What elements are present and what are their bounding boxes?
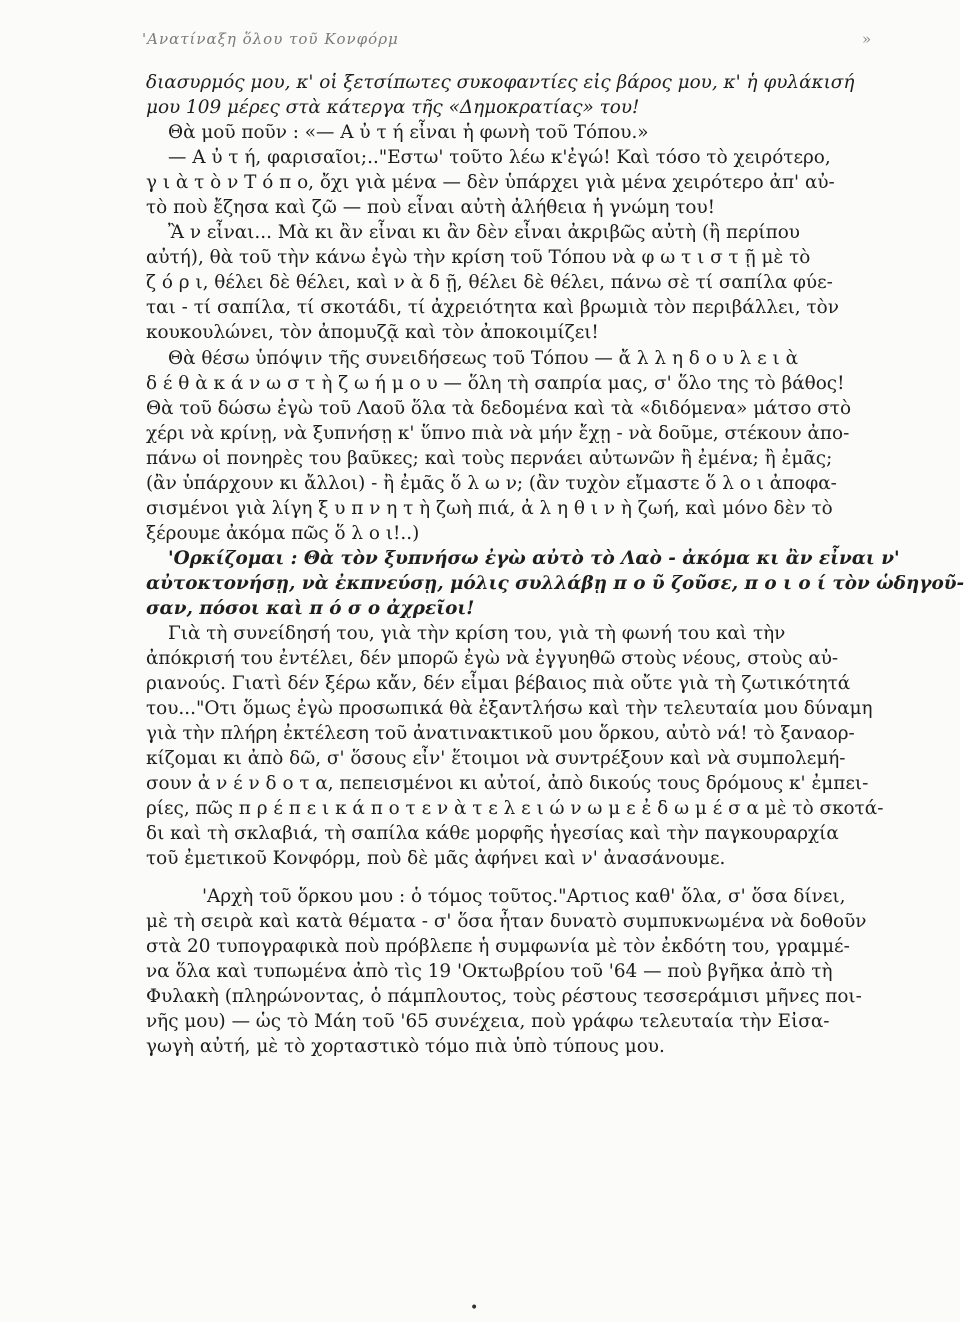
text-line: (ἂν ὑπάρχουν κι ἄλλοι) - ἢ ἐμᾶς ὅ λ ω ν; (ἂν τυχὸν εἴμαστε ὅ λ ο ι ἀποφα- <box>146 472 837 494</box>
text-line: σισμένοι γιὰ λίγη ξ υ π ν η τ ὴ ζωὴ πιά, ἀ λ η θ ι ν ὴ ζωή, καὶ μόνο δὲν τὸ <box>146 497 833 519</box>
text-line: στὰ 20 τυπογραφικὰ ποὺ πρόβλεπε ἡ συμφωνία μὲ τὸν ἐκδότη του, γραμμέ- <box>146 935 850 957</box>
text-line: — Α ὐ τ ή, φαρισαῖοι;.."Εστω' τοῦτο λέω κ'ἐγώ! Καὶ τόσο τὸ χειρότερο, <box>168 147 831 169</box>
text-line: μου 109 μέρες στὰ κάτεργα τῆς «Δημοκρατίας» του! <box>146 97 640 119</box>
text-line: 'Ορκίζομαι : Θὰ τὸν ξυπνήσω ἐγὼ αὐτὸ τὸ Λαὸ - ἀκόμα κι ἂν εἶναι ν' <box>168 547 900 569</box>
text-line: αὐτοκτονήσῃ, νὰ ἐκπνεύσῃ, μόλις συλλάβῃ π ο ῦ ζοῦσε, π ο ι ο ί τὸν ὡδηγοῦ- <box>146 572 964 594</box>
text-line: κίζομαι κι ἀπὸ δῶ, σ' ὅσους εἶν' ἕτοιμοι νὰ συντρέξουν καὶ νὰ συμπολεμή- <box>146 748 846 770</box>
text-line: δι καὶ τὴ σκλαβιά, τὴ σαπίλα κάθε μορφῆς ἡγεσίας καὶ τὴν παγκουραρχία <box>146 823 839 845</box>
page-dot: • <box>470 1300 479 1316</box>
text-line: Θὰ μοῦ ποῦν : «— Α ὐ τ ή εἶναι ἡ φωνὴ τοῦ Τόπου.» <box>168 122 649 144</box>
text-line: ριανούς. Γιατὶ δέν ξέρω κἄν, δέν εἶμαι βέβαιος πιὰ οὔτε γιὰ τὴ ζωτικότητά <box>146 673 851 695</box>
text-line: ρίες, πῶς π ρ έ π ε ι κ ά π ο τ ε ν ὰ τ ε λ ε ι ώ ν ω μ ε ἐ δ ω μ έ σ α μὲ τὸ σκοτά- <box>146 798 884 820</box>
running-head: 'Ανατίναξη ὅλου τοῦ Κονφόρμ <box>142 30 399 48</box>
text-line: πάνω οἱ πονηρὲς του βαῦκες; καὶ τοὺς περνάει αὐτωνῶν ἢ ἐμένα; ἢ ἐμᾶς; <box>146 447 833 469</box>
text-line: μὲ τὴ σειρὰ καὶ κατὰ θέματα - σ' ὅσα ἦταν δυνατὸ συμπυκνωμένα νὰ δοθοῦν <box>146 910 867 932</box>
text-line: χέρι νὰ κρίνῃ, νὰ ξυπνήσῃ κ' ὕπνο πιὰ νὰ μήν ἔχῃ - νὰ δοῦμε, στέκουν ἀπο- <box>146 422 850 444</box>
text-line: τοῦ ἐμετικοῦ Κονφόρμ, ποὺ δὲ μᾶς ἀφήνει καὶ ν' ἀνασάνουμε. <box>146 848 726 870</box>
text-line: Ἂ ν εἶναι... Μὰ κι ἂν εἶναι κι ἂν δὲν εἶναι ἀκριβῶς αὐτὴ (ἢ περίπου <box>168 222 800 244</box>
text-line: σαν, πόσοι καὶ π ό σ ο ἀχρεῖοι! <box>146 597 475 619</box>
paragraph-gap <box>146 872 816 884</box>
text-line: τὸ ποὺ ἔζησα καὶ ζῶ — ποὺ εἶναι αὐτὴ ἀλήθεια ἡ γνώμη του! <box>146 197 716 219</box>
text-line: σουν ἀ ν έ ν δ ο τ α, πεπεισμένοι κι αὐτοί, ἀπὸ δικούς τους δρόμους κ' ἐμπει- <box>146 773 869 795</box>
text-line: 'Αρχὴ τοῦ ὅρκου μου : ὁ τόμος τοῦτος."Αρτιος καθ' ὅλα, σ' ὅσα δίνει, <box>202 885 846 907</box>
text-line: του..."Οτι ὅμως ἐγὼ προσωπικά θὰ ἐξαντλήσω καὶ τὴν τελευταία μου δύναμη <box>146 698 873 720</box>
text-line: Θὰ τοῦ δώσω ἐγὼ τοῦ Λαοῦ ὅλα τὰ δεδομένα καὶ τὰ «διδόμενα» μάτσο στὸ <box>146 397 852 419</box>
text-line: γ ι ὰ τ ὸ ν Τ ό π ο, ὄχι γιὰ μένα — δὲν ὑπάρχει γιὰ μένα χειρότερο ἀπ' αὐ- <box>146 172 835 194</box>
text-line: κουκουλώνει, τὸν ἀπομυζᾷ καὶ τὸν ἀποκοιμίζει! <box>146 322 599 344</box>
text-line: δ έ θ ὰ κ ά ν ω σ τ ὴ ζ ω ή μ ο υ — ὅλη τὴ σαπρία μας, σ' ὅλο της τὸ βάθος! <box>146 372 845 394</box>
text-line: ἀπόκρισή του ἐντέλει, δέν μπορῶ ἐγὼ νὰ ἐγγυηθῶ στοὺς νέους, στοὺς αὐ- <box>146 648 839 670</box>
text-line: νῆς μου) — ὡς τὸ Μάη τοῦ '65 συνέχεια, ποὺ γράφω τελευταία τὴν Εἰσα- <box>146 1010 830 1032</box>
text-line: διασυρμός μου, κ' οἱ ξετσίπωτες συκοφαντίες εἰς βάρος μου, κ' ἡ φυλάκισή <box>146 72 855 93</box>
text-line: ζ ό ρ ι, θέλει δὲ θέλει, καὶ ν ὰ δ ῇ, θέλει δὲ θέλει, πάνω σὲ τί σαπίλα φύε- <box>146 272 833 294</box>
text-line: αὐτή), θὰ τοῦ τὴν κάνω ἐγὼ τὴν κρίση τοῦ Τόπου νὰ φ ω τ ι σ τ ῇ μὲ τὸ <box>146 247 811 269</box>
text-line: γωγὴ αὐτή, μὲ τὸ χορταστικὸ τόμο πιὰ ὑπὸ τύπους μου. <box>146 1035 665 1057</box>
text-line: Γιὰ τὴ συνείδησή του, γιὰ τὴν κρίση του, γιὰ τὴ φωνή του καὶ τὴν <box>168 623 786 645</box>
text-line: γιὰ τὴν πλήρη ἐκτέλεση τοῦ ἀνατινακτικοῦ μου ὅρκου, αὐτὸ νά! τὸ ξαναορ- <box>146 723 855 745</box>
text-line: ξέρουμε ἀκόμα πῶς ὅ λ ο ι!..) <box>146 522 420 544</box>
text-line: να ὅλα καὶ τυπωμένα ἀπὸ τὶς 19 'Οκτωβρίου τοῦ '64 — ποὺ βγῆκα ἀπὸ τὴ <box>146 960 833 982</box>
page-mark: » <box>862 30 872 48</box>
text-line: Φυλακὴ (πληρώνοντας, ὁ πάμπλουτος, τοὺς ρέστους τεσσεράμισι μῆνες ποι- <box>146 985 862 1007</box>
text-line: ται - τί σαπίλα, τί σκοτάδι, τί ἀχρειότητα καὶ βρωμιὰ τὸν περιβάλλει, τὸν <box>146 297 839 319</box>
text-line: Θὰ θέσω ὑπόψιν τῆς συνειδήσεως τοῦ Τόπου — ἄ λ λ η δ ο υ λ ε ι ὰ <box>168 347 799 369</box>
body-text <box>146 70 964 1059</box>
